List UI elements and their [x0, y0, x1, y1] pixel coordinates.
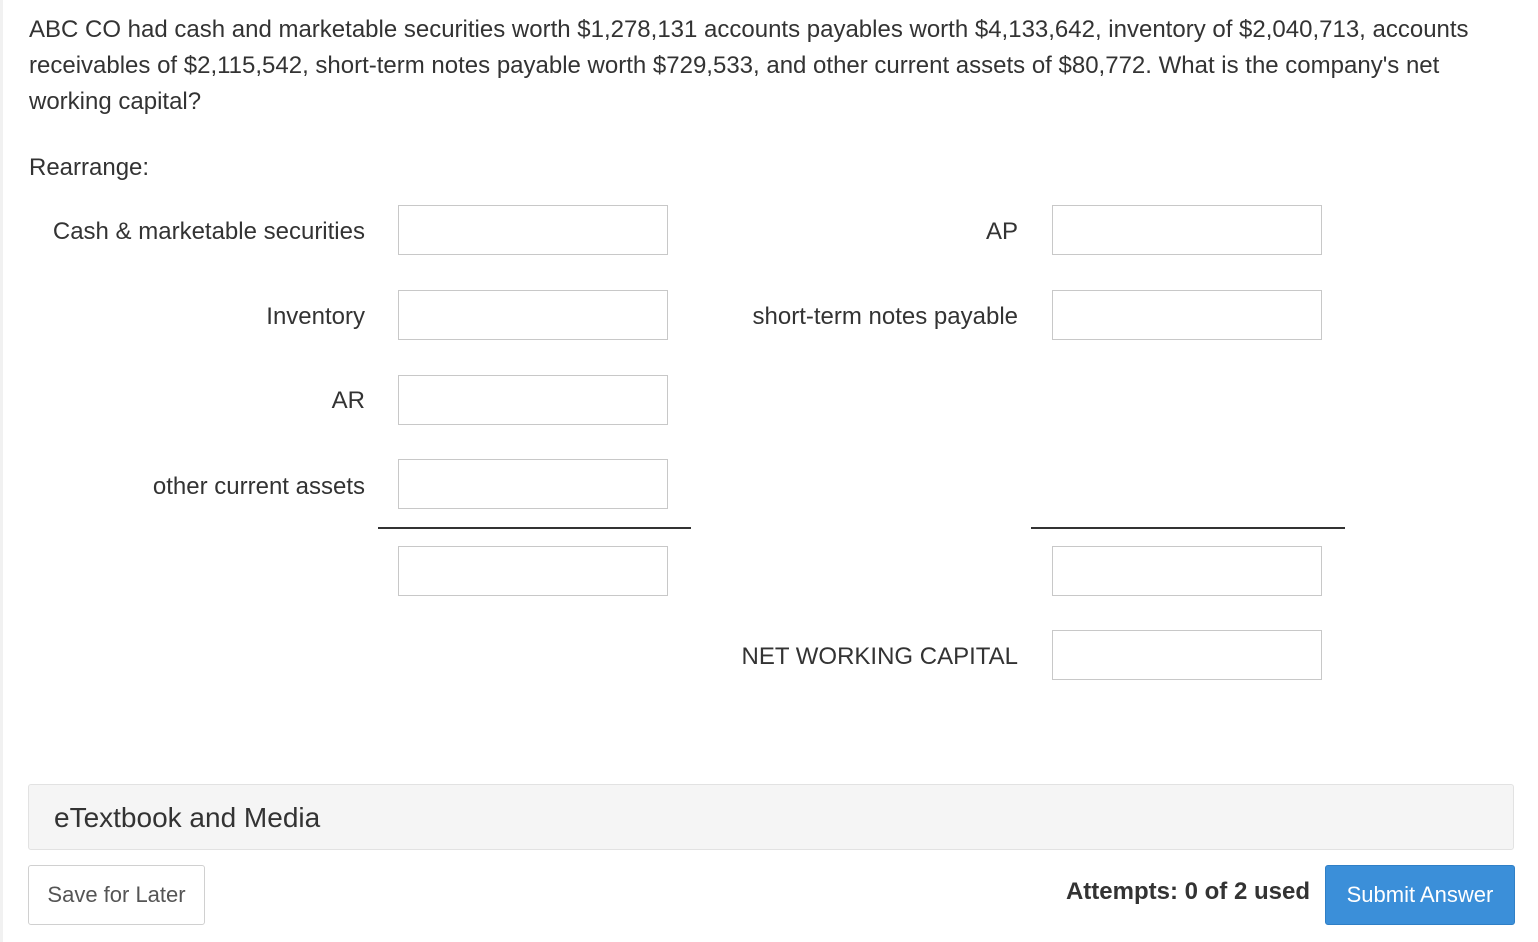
- question-text: ABC CO had cash and marketable securities worth $1,278,131 accounts payables worth $4,133,642, inventory of $2,040,713, accounts receivables of $2,115,542, short-term notes payable worth $729,533, and other current assets of $80,772. What is the company's net working capital?: [29, 16, 1469, 115]
- other-current-assets-input[interactable]: [398, 459, 668, 509]
- etextbook-panel[interactable]: [28, 784, 1514, 850]
- total-current-liabilities-input[interactable]: [1052, 546, 1322, 596]
- attempts-counter: Attempts: 0 of 2 used: [1065, 878, 1310, 905]
- cash-input[interactable]: [398, 205, 668, 255]
- net-working-capital-input[interactable]: [1052, 630, 1322, 680]
- submit-answer-button[interactable]: Submit Answer: [1325, 865, 1515, 925]
- ar-label: AR: [331, 387, 365, 414]
- inventory-input[interactable]: [398, 290, 668, 340]
- ar-input[interactable]: [398, 375, 668, 425]
- total-current-assets-input[interactable]: [398, 546, 668, 596]
- assets-total-divider: [378, 527, 691, 529]
- short-term-notes-payable-input[interactable]: [1052, 290, 1322, 340]
- ap-input[interactable]: [1052, 205, 1322, 255]
- inventory-label: Inventory: [266, 303, 365, 330]
- short-term-notes-payable-label: short-term notes payable: [752, 303, 1018, 330]
- rearrange-label: Rearrange:: [29, 154, 150, 181]
- save-for-later-button[interactable]: Save for Later: [28, 865, 205, 925]
- etextbook-label: eTextbook and Media: [54, 802, 321, 833]
- cash-label: Cash & marketable securities: [52, 218, 365, 245]
- net-working-capital-label: NET WORKING CAPITAL: [741, 643, 1018, 670]
- ap-label: AP: [985, 218, 1018, 245]
- liabilities-total-divider: [1031, 527, 1345, 529]
- other-current-assets-label: other current assets: [152, 473, 365, 500]
